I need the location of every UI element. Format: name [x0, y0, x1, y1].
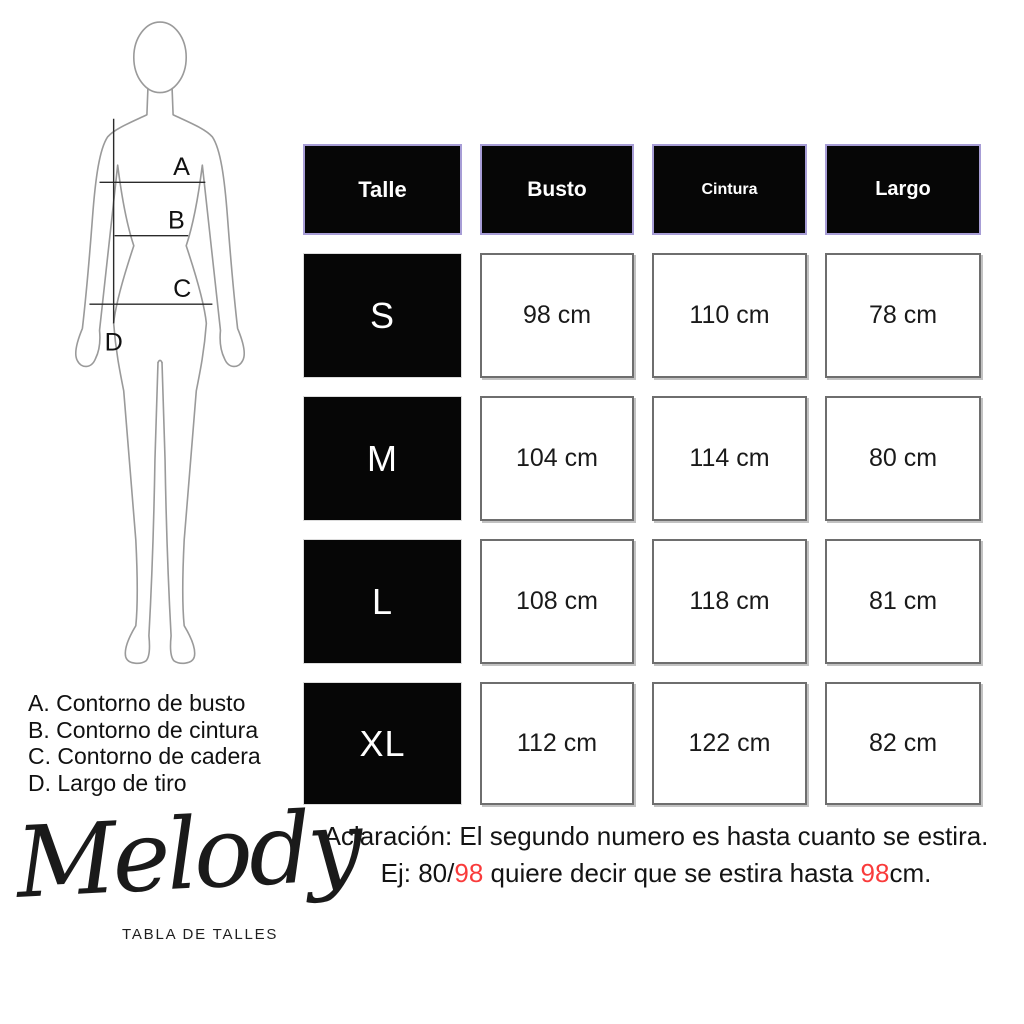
stretch-note-line1: Aclaración: El segundo numero es hasta cuanto se estira.: [323, 821, 989, 851]
legend-item-waist: B. Contorno de cintura: [28, 716, 259, 743]
value-m-largo: 80 cm: [825, 396, 981, 521]
figure-head: [134, 22, 186, 93]
value-xl-cintura: 122 cm: [652, 682, 807, 805]
header-cintura: Cintura: [652, 144, 807, 235]
brand-logo-script: Melody: [13, 789, 362, 921]
brand-logo: [10, 789, 362, 1008]
value-m-cintura: 114 cm: [652, 396, 807, 521]
note-part-prefix: Ej: 80/: [380, 858, 455, 888]
measure-label-b: B: [168, 206, 185, 235]
value-s-cintura: 110 cm: [652, 253, 807, 378]
measure-label-c: C: [173, 275, 192, 304]
note-part-middle: quiere decir que se estira hasta: [483, 858, 861, 888]
figure-crotch-line: [158, 360, 162, 362]
note-part-suffix: cm.: [889, 858, 932, 888]
legend-item-rise: D. Largo de tiro: [28, 769, 187, 796]
header-largo: Largo: [825, 144, 981, 235]
value-l-busto: 108 cm: [480, 539, 634, 664]
value-s-busto: 98 cm: [480, 253, 634, 378]
measure-label-d: D: [104, 328, 123, 357]
measure-label-a: A: [173, 153, 190, 182]
size-cell-l: L: [303, 539, 462, 664]
figure-left-side: [76, 89, 158, 664]
brand-logo-subtitle: TABLA DE TALLES: [122, 926, 279, 943]
body-outline-figure: [58, 16, 262, 666]
value-s-largo: 78 cm: [825, 253, 981, 378]
value-l-cintura: 118 cm: [652, 539, 807, 664]
header-busto: Busto: [480, 144, 634, 235]
size-cell-m: M: [303, 396, 462, 521]
stretch-note-line2: [294, 855, 1018, 892]
header-talle: Talle: [303, 144, 462, 235]
value-l-largo: 81 cm: [825, 539, 981, 664]
legend-item-hip: C. Contorno de cadera: [28, 743, 261, 769]
value-xl-busto: 112 cm: [480, 682, 634, 805]
value-m-busto: 104 cm: [480, 396, 634, 521]
body-measurement-diagram: [58, 16, 262, 666]
legend-item-bust: A. Contorno de busto: [28, 690, 246, 716]
value-xl-largo: 82 cm: [825, 682, 981, 805]
note-part-red-2: 98: [860, 858, 890, 888]
size-table: [303, 144, 981, 805]
stretch-note: [294, 818, 1018, 892]
note-part-red-1: 98: [454, 858, 484, 888]
measurement-legend: [28, 690, 261, 796]
size-cell-s: S: [303, 253, 462, 378]
size-cell-xl: XL: [303, 682, 462, 805]
